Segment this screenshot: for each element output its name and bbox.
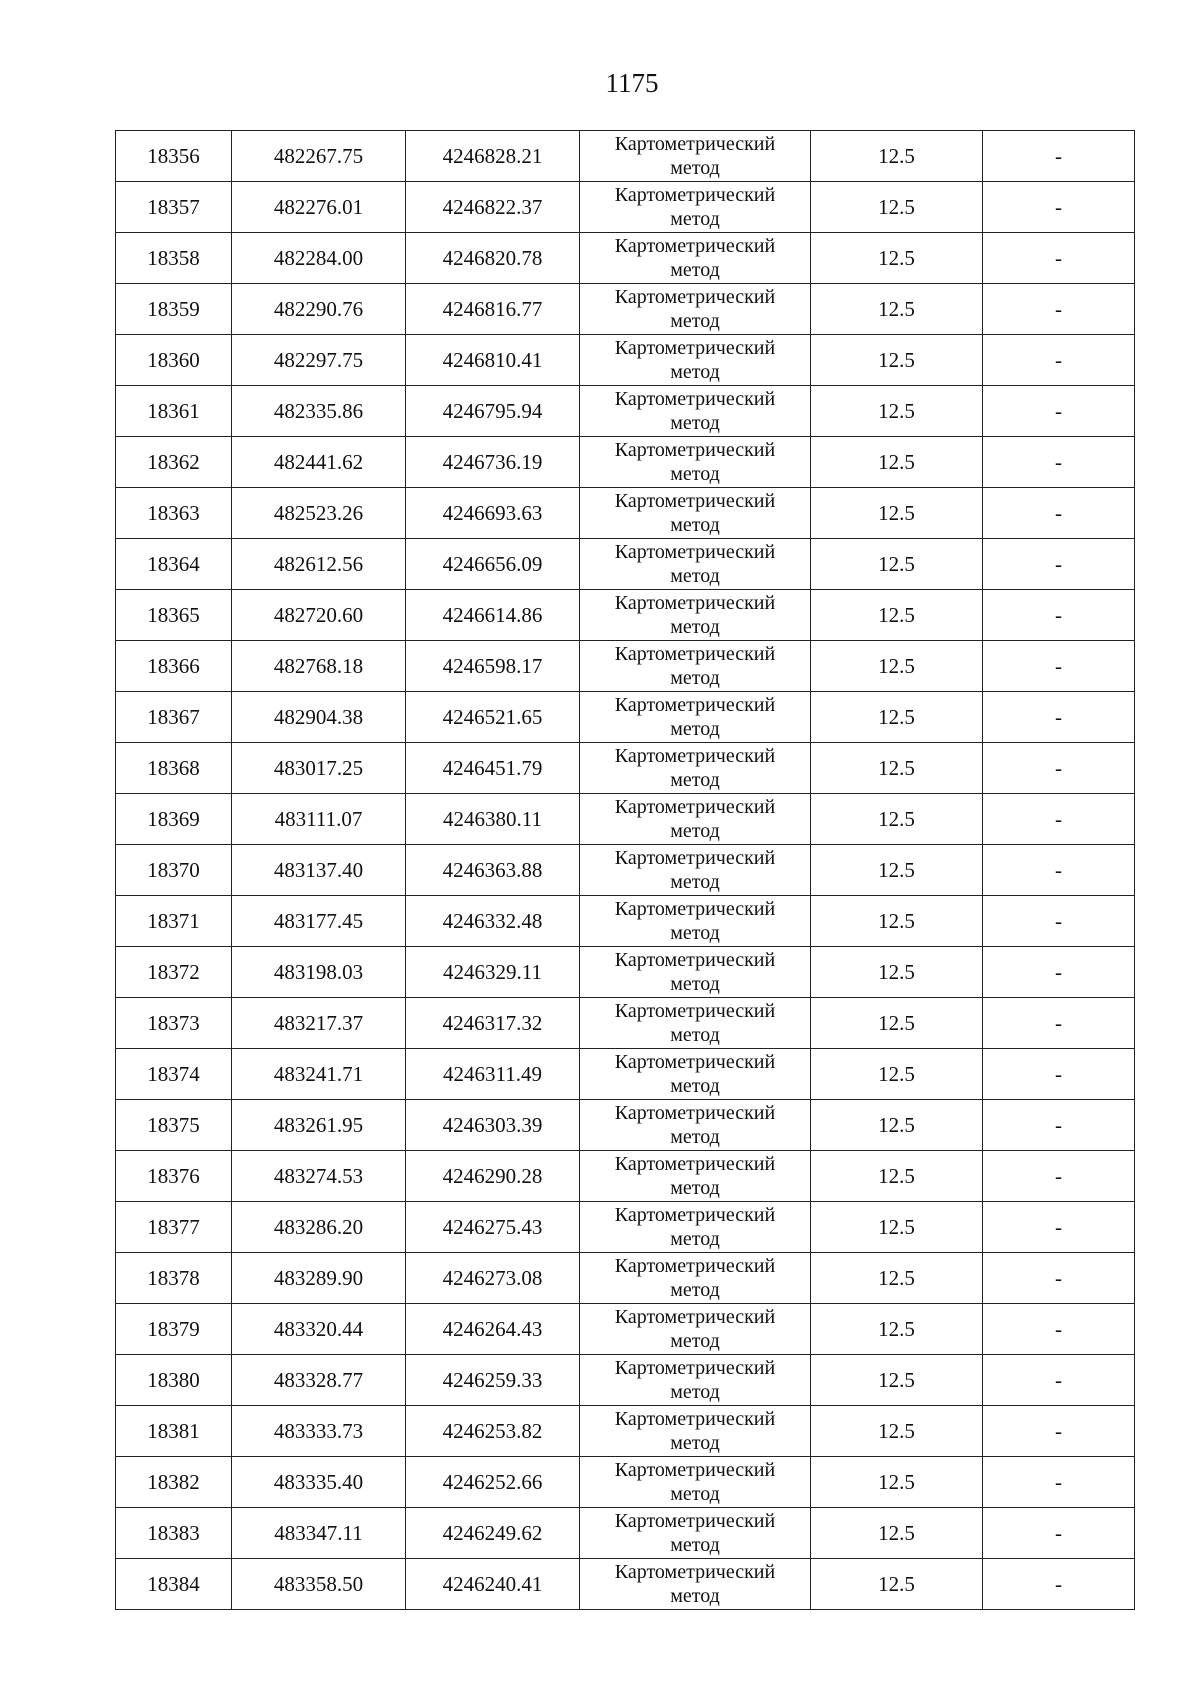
y-coordinate-cell: 4246317.32 xyxy=(406,998,580,1049)
point-number-cell: 18375 xyxy=(116,1100,232,1151)
note-cell: - xyxy=(983,1457,1135,1508)
method-line-2: метод xyxy=(670,157,720,179)
method-line-1: Картометрический xyxy=(614,1153,776,1175)
method-cell xyxy=(580,386,811,437)
point-number-cell: 18362 xyxy=(116,437,232,488)
table-row xyxy=(116,437,1135,488)
table-row xyxy=(116,794,1135,845)
y-coordinate-cell: 4246736.19 xyxy=(406,437,580,488)
point-number-cell: 18376 xyxy=(116,1151,232,1202)
table-row xyxy=(116,131,1135,182)
method-cell xyxy=(580,284,811,335)
point-number-cell: 18365 xyxy=(116,590,232,641)
method-line-2: метод xyxy=(670,616,720,638)
accuracy-cell: 12.5 xyxy=(811,1049,983,1100)
accuracy-cell: 12.5 xyxy=(811,1304,983,1355)
method-line-1: Картометрический xyxy=(614,643,776,665)
accuracy-cell: 12.5 xyxy=(811,794,983,845)
method-cell xyxy=(580,1457,811,1508)
y-coordinate-cell: 4246656.09 xyxy=(406,539,580,590)
y-coordinate-cell: 4246598.17 xyxy=(406,641,580,692)
note-cell: - xyxy=(983,1253,1135,1304)
point-number-cell: 18363 xyxy=(116,488,232,539)
method-line-2: метод xyxy=(670,1534,720,1556)
method-cell xyxy=(580,1508,811,1559)
point-number-cell: 18378 xyxy=(116,1253,232,1304)
x-coordinate-cell: 483274.53 xyxy=(232,1151,406,1202)
method-cell xyxy=(580,590,811,641)
method-line-1: Картометрический xyxy=(614,235,776,257)
x-coordinate-cell: 483333.73 xyxy=(232,1406,406,1457)
method-line-2: метод xyxy=(670,667,720,689)
accuracy-cell: 12.5 xyxy=(811,590,983,641)
table-row xyxy=(116,539,1135,590)
accuracy-cell: 12.5 xyxy=(811,1100,983,1151)
table-row xyxy=(116,1559,1135,1610)
x-coordinate-cell: 482768.18 xyxy=(232,641,406,692)
x-coordinate-cell: 483017.25 xyxy=(232,743,406,794)
x-coordinate-cell: 483328.77 xyxy=(232,1355,406,1406)
point-number-cell: 18358 xyxy=(116,233,232,284)
accuracy-cell: 12.5 xyxy=(811,1559,983,1610)
y-coordinate-cell: 4246275.43 xyxy=(406,1202,580,1253)
method-line-1: Картометрический xyxy=(614,745,776,767)
method-line-1: Картометрический xyxy=(614,1510,776,1532)
method-line-2: метод xyxy=(670,514,720,536)
accuracy-cell: 12.5 xyxy=(811,947,983,998)
accuracy-cell: 12.5 xyxy=(811,641,983,692)
point-number-cell: 18377 xyxy=(116,1202,232,1253)
accuracy-cell: 12.5 xyxy=(811,896,983,947)
method-cell xyxy=(580,641,811,692)
method-cell xyxy=(580,1202,811,1253)
method-line-1: Картометрический xyxy=(614,1051,776,1073)
note-cell: - xyxy=(983,233,1135,284)
point-number-cell: 18379 xyxy=(116,1304,232,1355)
note-cell: - xyxy=(983,896,1135,947)
y-coordinate-cell: 4246290.28 xyxy=(406,1151,580,1202)
method-line-1: Картометрический xyxy=(614,592,776,614)
note-cell: - xyxy=(983,488,1135,539)
y-coordinate-cell: 4246693.63 xyxy=(406,488,580,539)
method-line-2: метод xyxy=(670,463,720,485)
accuracy-cell: 12.5 xyxy=(811,233,983,284)
x-coordinate-cell: 482523.26 xyxy=(232,488,406,539)
x-coordinate-cell: 483111.07 xyxy=(232,794,406,845)
method-cell xyxy=(580,794,811,845)
point-number-cell: 18364 xyxy=(116,539,232,590)
method-line-2: метод xyxy=(670,412,720,434)
table-body xyxy=(116,131,1135,1610)
note-cell: - xyxy=(983,284,1135,335)
accuracy-cell: 12.5 xyxy=(811,131,983,182)
method-line-2: метод xyxy=(670,820,720,842)
y-coordinate-cell: 4246795.94 xyxy=(406,386,580,437)
method-cell xyxy=(580,1406,811,1457)
point-number-cell: 18369 xyxy=(116,794,232,845)
table-row xyxy=(116,845,1135,896)
method-cell xyxy=(580,845,811,896)
note-cell: - xyxy=(983,845,1135,896)
x-coordinate-cell: 483320.44 xyxy=(232,1304,406,1355)
method-line-1: Картометрический xyxy=(614,490,776,512)
table-row xyxy=(116,488,1135,539)
method-line-2: метод xyxy=(670,871,720,893)
method-line-2: метод xyxy=(670,1177,720,1199)
point-number-cell: 18371 xyxy=(116,896,232,947)
accuracy-cell: 12.5 xyxy=(811,692,983,743)
x-coordinate-cell: 482335.86 xyxy=(232,386,406,437)
note-cell: - xyxy=(983,1355,1135,1406)
method-cell xyxy=(580,182,811,233)
y-coordinate-cell: 4246451.79 xyxy=(406,743,580,794)
method-line-1: Картометрический xyxy=(614,541,776,563)
y-coordinate-cell: 4246240.41 xyxy=(406,1559,580,1610)
accuracy-cell: 12.5 xyxy=(811,1355,983,1406)
x-coordinate-cell: 483217.37 xyxy=(232,998,406,1049)
point-number-cell: 18360 xyxy=(116,335,232,386)
note-cell: - xyxy=(983,641,1135,692)
note-cell: - xyxy=(983,947,1135,998)
note-cell: - xyxy=(983,1559,1135,1610)
table-row xyxy=(116,335,1135,386)
note-cell: - xyxy=(983,692,1135,743)
note-cell: - xyxy=(983,794,1135,845)
table-row xyxy=(116,1304,1135,1355)
x-coordinate-cell: 483137.40 xyxy=(232,845,406,896)
point-number-cell: 18368 xyxy=(116,743,232,794)
accuracy-cell: 12.5 xyxy=(811,182,983,233)
y-coordinate-cell: 4246264.43 xyxy=(406,1304,580,1355)
x-coordinate-cell: 482297.75 xyxy=(232,335,406,386)
note-cell: - xyxy=(983,1202,1135,1253)
x-coordinate-cell: 483347.11 xyxy=(232,1508,406,1559)
note-cell: - xyxy=(983,131,1135,182)
y-coordinate-cell: 4246273.08 xyxy=(406,1253,580,1304)
method-cell xyxy=(580,1559,811,1610)
table-row xyxy=(116,284,1135,335)
y-coordinate-cell: 4246259.33 xyxy=(406,1355,580,1406)
accuracy-cell: 12.5 xyxy=(811,743,983,794)
accuracy-cell: 12.5 xyxy=(811,284,983,335)
note-cell: - xyxy=(983,1304,1135,1355)
point-number-cell: 18383 xyxy=(116,1508,232,1559)
table-row xyxy=(116,947,1135,998)
method-line-2: метод xyxy=(670,1024,720,1046)
accuracy-cell: 12.5 xyxy=(811,1457,983,1508)
table-row xyxy=(116,1100,1135,1151)
y-coordinate-cell: 4246816.77 xyxy=(406,284,580,335)
note-cell: - xyxy=(983,1508,1135,1559)
note-cell: - xyxy=(983,182,1135,233)
method-line-1: Картометрический xyxy=(614,1000,776,1022)
y-coordinate-cell: 4246521.65 xyxy=(406,692,580,743)
y-coordinate-cell: 4246303.39 xyxy=(406,1100,580,1151)
method-cell xyxy=(580,1355,811,1406)
table-row xyxy=(116,1202,1135,1253)
method-line-2: метод xyxy=(670,973,720,995)
x-coordinate-cell: 483198.03 xyxy=(232,947,406,998)
note-cell: - xyxy=(983,743,1135,794)
table-row xyxy=(116,1253,1135,1304)
accuracy-cell: 12.5 xyxy=(811,845,983,896)
accuracy-cell: 12.5 xyxy=(811,1253,983,1304)
method-line-1: Картометрический xyxy=(614,388,776,410)
x-coordinate-cell: 483286.20 xyxy=(232,1202,406,1253)
point-number-cell: 18361 xyxy=(116,386,232,437)
y-coordinate-cell: 4246820.78 xyxy=(406,233,580,284)
table-row xyxy=(116,896,1135,947)
table-row xyxy=(116,692,1135,743)
method-line-1: Картометрический xyxy=(614,898,776,920)
y-coordinate-cell: 4246380.11 xyxy=(406,794,580,845)
table-row xyxy=(116,641,1135,692)
table-row xyxy=(116,1355,1135,1406)
table-row xyxy=(116,386,1135,437)
accuracy-cell: 12.5 xyxy=(811,1406,983,1457)
method-line-1: Картометрический xyxy=(614,694,776,716)
accuracy-cell: 12.5 xyxy=(811,386,983,437)
table-row xyxy=(116,1151,1135,1202)
x-coordinate-cell: 482441.62 xyxy=(232,437,406,488)
point-number-cell: 18384 xyxy=(116,1559,232,1610)
note-cell: - xyxy=(983,1151,1135,1202)
note-cell: - xyxy=(983,1406,1135,1457)
table-row xyxy=(116,233,1135,284)
method-cell xyxy=(580,539,811,590)
method-line-2: метод xyxy=(670,1228,720,1250)
method-cell xyxy=(580,896,811,947)
x-coordinate-cell: 483177.45 xyxy=(232,896,406,947)
method-cell xyxy=(580,233,811,284)
method-line-2: метод xyxy=(670,1381,720,1403)
method-line-1: Картометрический xyxy=(614,1204,776,1226)
note-cell: - xyxy=(983,539,1135,590)
method-line-2: метод xyxy=(670,1585,720,1607)
note-cell: - xyxy=(983,998,1135,1049)
accuracy-cell: 12.5 xyxy=(811,1151,983,1202)
method-cell xyxy=(580,1151,811,1202)
method-line-2: метод xyxy=(670,1432,720,1454)
point-number-cell: 18373 xyxy=(116,998,232,1049)
accuracy-cell: 12.5 xyxy=(811,1202,983,1253)
note-cell: - xyxy=(983,386,1135,437)
x-coordinate-cell: 482276.01 xyxy=(232,182,406,233)
method-line-2: метод xyxy=(670,310,720,332)
method-line-2: метод xyxy=(670,1279,720,1301)
point-number-cell: 18359 xyxy=(116,284,232,335)
table-row xyxy=(116,1508,1135,1559)
method-cell xyxy=(580,1253,811,1304)
method-line-1: Картометрический xyxy=(614,1102,776,1124)
y-coordinate-cell: 4246363.88 xyxy=(406,845,580,896)
method-line-1: Картометрический xyxy=(614,286,776,308)
table-row xyxy=(116,1049,1135,1100)
table-row xyxy=(116,1457,1135,1508)
x-coordinate-cell: 482612.56 xyxy=(232,539,406,590)
note-cell: - xyxy=(983,335,1135,386)
point-number-cell: 18357 xyxy=(116,182,232,233)
method-line-1: Картометрический xyxy=(614,133,776,155)
x-coordinate-cell: 482267.75 xyxy=(232,131,406,182)
y-coordinate-cell: 4246828.21 xyxy=(406,131,580,182)
y-coordinate-cell: 4246249.62 xyxy=(406,1508,580,1559)
note-cell: - xyxy=(983,1049,1135,1100)
method-line-1: Картометрический xyxy=(614,1255,776,1277)
table-row xyxy=(116,743,1135,794)
method-line-2: метод xyxy=(670,565,720,587)
x-coordinate-cell: 483241.71 xyxy=(232,1049,406,1100)
note-cell: - xyxy=(983,1100,1135,1151)
point-number-cell: 18372 xyxy=(116,947,232,998)
method-line-1: Картометрический xyxy=(614,184,776,206)
method-cell xyxy=(580,1049,811,1100)
method-cell xyxy=(580,743,811,794)
table-row xyxy=(116,590,1135,641)
accuracy-cell: 12.5 xyxy=(811,998,983,1049)
point-number-cell: 18366 xyxy=(116,641,232,692)
method-cell xyxy=(580,1304,811,1355)
method-line-1: Картометрический xyxy=(614,1561,776,1583)
page-number: 1175 xyxy=(605,68,659,98)
method-line-2: метод xyxy=(670,259,720,281)
method-cell xyxy=(580,692,811,743)
method-line-2: метод xyxy=(670,769,720,791)
point-number-cell: 18381 xyxy=(116,1406,232,1457)
method-line-1: Картометрический xyxy=(614,1306,776,1328)
method-cell xyxy=(580,947,811,998)
point-number-cell: 18374 xyxy=(116,1049,232,1100)
x-coordinate-cell: 483358.50 xyxy=(232,1559,406,1610)
accuracy-cell: 12.5 xyxy=(811,437,983,488)
method-line-1: Картометрический xyxy=(614,439,776,461)
method-cell xyxy=(580,437,811,488)
method-line-1: Картометрический xyxy=(614,847,776,869)
y-coordinate-cell: 4246311.49 xyxy=(406,1049,580,1100)
y-coordinate-cell: 4246253.82 xyxy=(406,1406,580,1457)
x-coordinate-cell: 482904.38 xyxy=(232,692,406,743)
method-cell xyxy=(580,488,811,539)
x-coordinate-cell: 483261.95 xyxy=(232,1100,406,1151)
method-line-1: Картометрический xyxy=(614,949,776,971)
point-number-cell: 18356 xyxy=(116,131,232,182)
y-coordinate-cell: 4246252.66 xyxy=(406,1457,580,1508)
y-coordinate-cell: 4246822.37 xyxy=(406,182,580,233)
method-cell xyxy=(580,998,811,1049)
x-coordinate-cell: 483335.40 xyxy=(232,1457,406,1508)
method-line-2: метод xyxy=(670,718,720,740)
y-coordinate-cell: 4246332.48 xyxy=(406,896,580,947)
note-cell: - xyxy=(983,437,1135,488)
method-line-1: Картометрический xyxy=(614,1357,776,1379)
point-number-cell: 18370 xyxy=(116,845,232,896)
note-cell: - xyxy=(983,590,1135,641)
accuracy-cell: 12.5 xyxy=(811,488,983,539)
method-cell xyxy=(580,131,811,182)
y-coordinate-cell: 4246614.86 xyxy=(406,590,580,641)
method-line-2: метод xyxy=(670,922,720,944)
accuracy-cell: 12.5 xyxy=(811,539,983,590)
point-number-cell: 18380 xyxy=(116,1355,232,1406)
table-row xyxy=(116,998,1135,1049)
method-cell xyxy=(580,1100,811,1151)
coordinates-table xyxy=(115,130,1135,1610)
method-line-2: метод xyxy=(670,208,720,230)
method-line-2: метод xyxy=(670,361,720,383)
y-coordinate-cell: 4246810.41 xyxy=(406,335,580,386)
method-line-2: метод xyxy=(670,1075,720,1097)
method-line-1: Картометрический xyxy=(614,1459,776,1481)
x-coordinate-cell: 482720.60 xyxy=(232,590,406,641)
x-coordinate-cell: 483289.90 xyxy=(232,1253,406,1304)
accuracy-cell: 12.5 xyxy=(811,335,983,386)
method-line-1: Картометрический xyxy=(614,796,776,818)
method-line-2: метод xyxy=(670,1330,720,1352)
method-line-2: метод xyxy=(670,1126,720,1148)
point-number-cell: 18367 xyxy=(116,692,232,743)
accuracy-cell: 12.5 xyxy=(811,1508,983,1559)
method-line-1: Картометрический xyxy=(614,1408,776,1430)
table-row xyxy=(116,182,1135,233)
y-coordinate-cell: 4246329.11 xyxy=(406,947,580,998)
method-cell xyxy=(580,335,811,386)
method-line-2: метод xyxy=(670,1483,720,1505)
method-line-1: Картометрический xyxy=(614,337,776,359)
x-coordinate-cell: 482290.76 xyxy=(232,284,406,335)
point-number-cell: 18382 xyxy=(116,1457,232,1508)
x-coordinate-cell: 482284.00 xyxy=(232,233,406,284)
table-row xyxy=(116,1406,1135,1457)
